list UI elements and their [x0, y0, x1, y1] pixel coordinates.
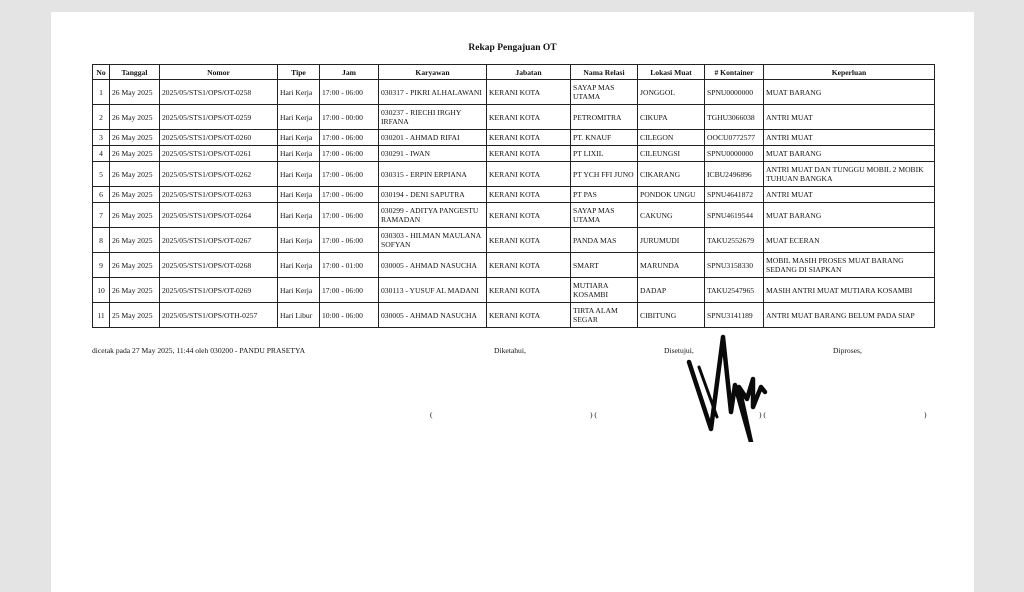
- cell-jabatan: KERANI KOTA: [487, 130, 571, 146]
- table-row: [93, 130, 935, 146]
- cell-karyawan: 030237 - RIECHI IRGHY IRFANA: [379, 105, 487, 130]
- cell-jabatan: KERANI KOTA: [487, 203, 571, 228]
- table-row: [93, 162, 935, 187]
- cell-tanggal: 26 May 2025: [110, 105, 160, 130]
- cell-relasi: MUTIARA KOSAMBI: [571, 278, 638, 303]
- cell-kontainer: SPNU0000000: [705, 146, 764, 162]
- cell-nomor: 2025/05/STS1/OPS/OT-0264: [160, 203, 278, 228]
- cell-lokasi: DADAP: [638, 278, 705, 303]
- cell-kontainer: SPNU3141189: [705, 303, 764, 328]
- cell-jabatan: KERANI KOTA: [487, 80, 571, 105]
- cell-nomor: 2025/05/STS1/OPS/OT-0260: [160, 130, 278, 146]
- cell-karyawan: 030113 - YUSUF AL MADANI: [379, 278, 487, 303]
- cell-relasi: PT PAS: [571, 187, 638, 203]
- cell-karyawan: 030303 - HILMAN MAULANA SOFYAN: [379, 228, 487, 253]
- cell-karyawan: 030005 - AHMAD NASUCHA: [379, 303, 487, 328]
- cell-nomor: 2025/05/STS1/OPS/OT-0268: [160, 253, 278, 278]
- signature-paren-divider-2: ) (: [759, 410, 766, 419]
- table-row: [93, 80, 935, 105]
- cell-tanggal: 25 May 2025: [110, 303, 160, 328]
- cell-relasi: PT YCH FFI JUNO: [571, 162, 638, 187]
- cell-relasi: SAYAP MAS UTAMA: [571, 203, 638, 228]
- table-row: [93, 105, 935, 130]
- col-header-karyawan: Karyawan: [379, 65, 487, 80]
- table-row: [93, 278, 935, 303]
- cell-karyawan: 030194 - DENI SAPUTRA: [379, 187, 487, 203]
- cell-jabatan: KERANI KOTA: [487, 278, 571, 303]
- cell-tanggal: 26 May 2025: [110, 187, 160, 203]
- cell-tipe: Hari Kerja: [278, 105, 320, 130]
- cell-karyawan: 030005 - AHMAD NASUCHA: [379, 253, 487, 278]
- cell-jam: 17:00 - 01:00: [320, 253, 379, 278]
- cell-kontainer: ICBU2496896: [705, 162, 764, 187]
- cell-jabatan: KERANI KOTA: [487, 253, 571, 278]
- cell-jabatan: KERANI KOTA: [487, 146, 571, 162]
- cell-no: 5: [93, 162, 110, 187]
- cell-karyawan: 030291 - IWAN: [379, 146, 487, 162]
- col-header-tipe: Tipe: [278, 65, 320, 80]
- cell-jam: 17:00 - 00:00: [320, 105, 379, 130]
- cell-jabatan: KERANI KOTA: [487, 105, 571, 130]
- cell-keperluan: MUAT BARANG: [764, 80, 935, 105]
- cell-no: 1: [93, 80, 110, 105]
- cell-tipe: Hari Kerja: [278, 253, 320, 278]
- cell-kontainer: SPNU4641872: [705, 187, 764, 203]
- cell-tanggal: 26 May 2025: [110, 253, 160, 278]
- disetujui-label: Disetujui,: [664, 346, 694, 355]
- cell-tipe: Hari Kerja: [278, 203, 320, 228]
- cell-nomor: 2025/05/STS1/OPS/OT-0263: [160, 187, 278, 203]
- cell-tipe: Hari Libur: [278, 303, 320, 328]
- cell-relasi: SMART: [571, 253, 638, 278]
- table-row: [93, 253, 935, 278]
- cell-karyawan: 030201 - AHMAD RIFAI: [379, 130, 487, 146]
- cell-jam: 17:00 - 06:00: [320, 203, 379, 228]
- cell-jabatan: KERANI KOTA: [487, 228, 571, 253]
- diproses-label: Diproses,: [833, 346, 862, 355]
- cell-nomor: 2025/05/STS1/OPS/OT-0258: [160, 80, 278, 105]
- cell-no: 2: [93, 105, 110, 130]
- cell-jam: 17:00 - 06:00: [320, 130, 379, 146]
- cell-lokasi: CIKUPA: [638, 105, 705, 130]
- cell-karyawan: 030317 - PIKRI ALHALAWANI: [379, 80, 487, 105]
- cell-karyawan: 030315 - ERPIN ERPIANA: [379, 162, 487, 187]
- signature-paren-close: ): [924, 410, 927, 419]
- cell-kontainer: SPNU0000000: [705, 80, 764, 105]
- cell-jam: 17:00 - 06:00: [320, 146, 379, 162]
- col-header-jam: Jam: [320, 65, 379, 80]
- cell-nomor: 2025/05/STS1/OPS/OT-0269: [160, 278, 278, 303]
- cell-relasi: PANDA MAS: [571, 228, 638, 253]
- cell-tanggal: 26 May 2025: [110, 203, 160, 228]
- cell-tanggal: 26 May 2025: [110, 146, 160, 162]
- cell-lokasi: JONGGOL: [638, 80, 705, 105]
- cell-nomor: 2025/05/STS1/OPS/OT-0261: [160, 146, 278, 162]
- cell-tipe: Hari Kerja: [278, 162, 320, 187]
- cell-lokasi: CIKARANG: [638, 162, 705, 187]
- cell-jam: 17:00 - 06:00: [320, 187, 379, 203]
- cell-tanggal: 26 May 2025: [110, 80, 160, 105]
- cell-tipe: Hari Kerja: [278, 80, 320, 105]
- cell-no: 11: [93, 303, 110, 328]
- cell-jam: 17:00 - 06:00: [320, 278, 379, 303]
- cell-keperluan: MOBIL MASIH PROSES MUAT BARANG SEDANG DI SIAPKAN: [764, 253, 935, 278]
- cell-relasi: SAYAP MAS UTAMA: [571, 80, 638, 105]
- cell-kontainer: SPNU4619544: [705, 203, 764, 228]
- cell-kontainer: TAKU2552679: [705, 228, 764, 253]
- cell-keperluan: MUAT BARANG: [764, 146, 935, 162]
- handwritten-signature: [681, 317, 771, 442]
- cell-jam: 10:00 - 06:00: [320, 303, 379, 328]
- cell-jabatan: KERANI KOTA: [487, 303, 571, 328]
- signature-paren-open: (: [430, 410, 433, 419]
- cell-no: 4: [93, 146, 110, 162]
- cell-no: 7: [93, 203, 110, 228]
- overtime-table: [92, 64, 935, 328]
- cell-nomor: 2025/05/STS1/OPS/OT-0267: [160, 228, 278, 253]
- cell-relasi: TIRTA ALAM SEGAR: [571, 303, 638, 328]
- col-header-lokasi-muat: Lokasi Muat: [638, 65, 705, 80]
- cell-tipe: Hari Kerja: [278, 146, 320, 162]
- cell-kontainer: TAKU2547965: [705, 278, 764, 303]
- cell-lokasi: JURUMUDI: [638, 228, 705, 253]
- cell-keperluan: ANTRI MUAT: [764, 187, 935, 203]
- cell-no: 8: [93, 228, 110, 253]
- cell-lokasi: PONDOK UNGU: [638, 187, 705, 203]
- cell-keperluan: MUAT BARANG: [764, 203, 935, 228]
- cell-relasi: PT. KNAUF: [571, 130, 638, 146]
- cell-no: 6: [93, 187, 110, 203]
- cell-jam: 17:00 - 06:00: [320, 80, 379, 105]
- cell-jam: 17:00 - 06:00: [320, 228, 379, 253]
- col-header-jabatan: Jabatan: [487, 65, 571, 80]
- cell-nomor: 2025/05/STS1/OPS/OT-0259: [160, 105, 278, 130]
- cell-tipe: Hari Kerja: [278, 130, 320, 146]
- cell-kontainer: OOCU0772577: [705, 130, 764, 146]
- printed-info: dicetak pada 27 May 2025, 11:44 oleh 030200 - PANDU PRASETYA: [92, 346, 306, 355]
- cell-nomor: 2025/05/STS1/OPS/OTH-0257: [160, 303, 278, 328]
- cell-tanggal: 26 May 2025: [110, 130, 160, 146]
- col-header-tanggal: Tanggal: [110, 65, 160, 80]
- cell-relasi: PT LIXIL: [571, 146, 638, 162]
- cell-lokasi: MARUNDA: [638, 253, 705, 278]
- cell-no: 9: [93, 253, 110, 278]
- cell-karyawan: 030299 - ADITYA PANGESTU RAMADAN: [379, 203, 487, 228]
- cell-no: 3: [93, 130, 110, 146]
- table-header-row: [93, 65, 935, 80]
- cell-lokasi: CILEUNGSI: [638, 146, 705, 162]
- cell-relasi: PETROMITRA: [571, 105, 638, 130]
- col-header-kontainer: # Kontainer: [705, 65, 764, 80]
- document-title: Rekap Pengajuan OT: [468, 43, 557, 53]
- cell-tipe: Hari Kerja: [278, 228, 320, 253]
- cell-tanggal: 26 May 2025: [110, 278, 160, 303]
- table-row: [93, 228, 935, 253]
- table-row: [93, 187, 935, 203]
- cell-keperluan: ANTRI MUAT BARANG BELUM PADA SIAP: [764, 303, 935, 328]
- cell-lokasi: CILEGON: [638, 130, 705, 146]
- cell-lokasi: CIBITUNG: [638, 303, 705, 328]
- table-row: [93, 303, 935, 328]
- cell-kontainer: SPNU3158330: [705, 253, 764, 278]
- cell-no: 10: [93, 278, 110, 303]
- cell-keperluan: MUAT ECERAN: [764, 228, 935, 253]
- cell-tipe: Hari Kerja: [278, 278, 320, 303]
- cell-kontainer: TGHU3066038: [705, 105, 764, 130]
- cell-jabatan: KERANI KOTA: [487, 187, 571, 203]
- cell-jam: 17:00 - 06:00: [320, 162, 379, 187]
- col-header-nama-relasi: Nama Relasi: [571, 65, 638, 80]
- cell-jabatan: KERANI KOTA: [487, 162, 571, 187]
- cell-tipe: Hari Kerja: [278, 187, 320, 203]
- table-row: [93, 146, 935, 162]
- cell-keperluan: ANTRI MUAT: [764, 130, 935, 146]
- document-page: [51, 12, 974, 592]
- cell-keperluan: ANTRI MUAT: [764, 105, 935, 130]
- cell-tanggal: 26 May 2025: [110, 162, 160, 187]
- signature-paren-divider-1: ) (: [590, 410, 597, 419]
- cell-nomor: 2025/05/STS1/OPS/OT-0262: [160, 162, 278, 187]
- cell-keperluan: MASIH ANTRI MUAT MUTIARA KOSAMBI: [764, 278, 935, 303]
- cell-lokasi: CAKUNG: [638, 203, 705, 228]
- col-header-no: No: [93, 65, 110, 80]
- diketahui-label: Diketahui,: [494, 346, 526, 355]
- col-header-keperluan: Keperluan: [764, 65, 935, 80]
- cell-tanggal: 26 May 2025: [110, 228, 160, 253]
- table-row: [93, 203, 935, 228]
- col-header-nomor: Nomor: [160, 65, 278, 80]
- cell-keperluan: ANTRI MUAT DAN TUNGGU MOBIL 2 MOBIK TUHUAN BANGKA: [764, 162, 935, 187]
